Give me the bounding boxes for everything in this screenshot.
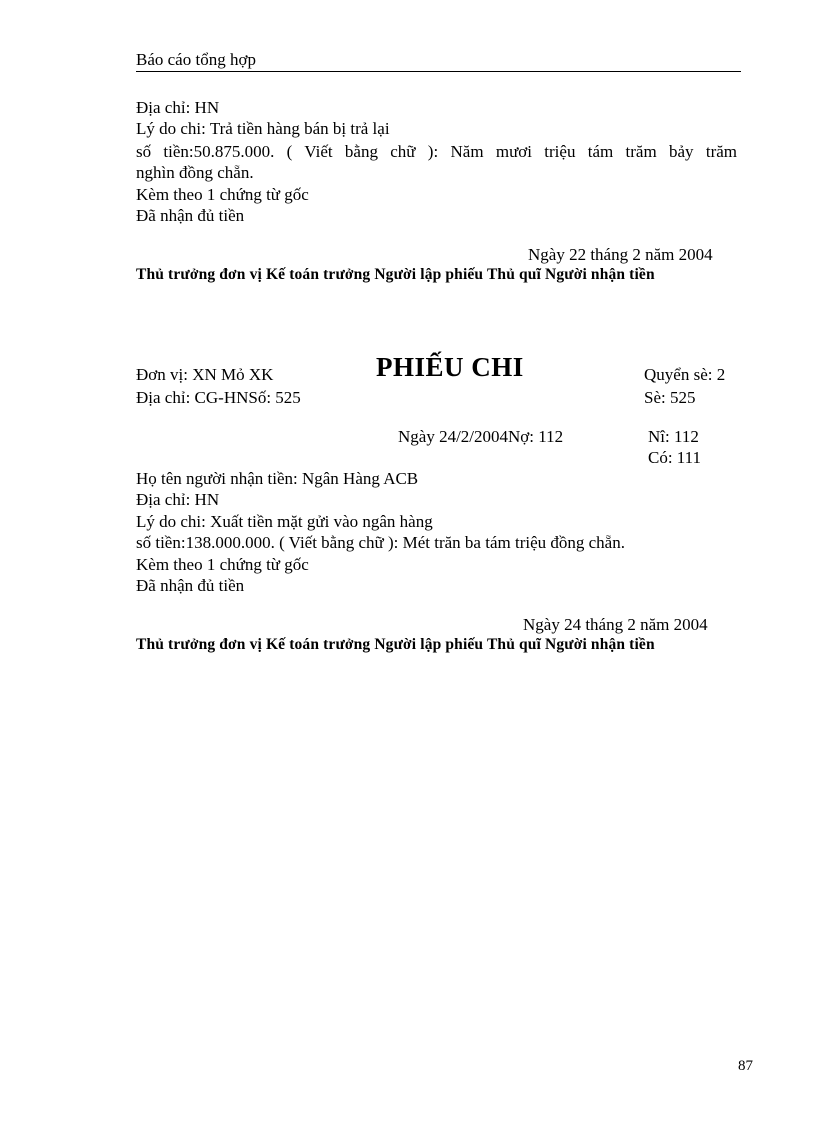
voucher-1-amount-line-2: nghìn đồng chẵn.	[136, 163, 254, 182]
voucher-2-recipient: Họ tên người nhận tiền: Ngân Hàng ACB	[136, 469, 419, 488]
voucher-2-date-debit: Ngày 24/2/2004Nợ: 112	[398, 427, 564, 446]
header-rule	[136, 71, 741, 72]
voucher-2-address: Địa chỉ: HN	[136, 490, 220, 509]
voucher-2-amount: số tiền:138.000.000. ( Viết bằng chữ ): Mét trăn ba tám triệu đồng chẵn.	[136, 533, 625, 552]
voucher-1-signatories: Thủ trưởng đơn vị Kế toán trưởng Người lập phiếu Thủ quĩ Người nhận tiền	[136, 266, 655, 283]
voucher-2-date: Ngày 24 tháng 2 năm 2004	[523, 615, 708, 634]
voucher-2-attached-documents: Kèm theo 1 chứng từ gốc	[136, 555, 309, 574]
voucher-2-credit-account: Có: 111	[648, 448, 702, 467]
voucher-1-address: Địa chỉ: HN	[136, 98, 220, 117]
voucher-2-title: PHIẾU CHI	[376, 352, 524, 382]
voucher-1-amount-line-1: số tiền:50.875.000. ( Viết bằng chữ ): Năm mươi triệu tám trăm bảy trăm	[136, 142, 737, 161]
voucher-2-received-note: Đã nhận đủ tiền	[136, 576, 245, 595]
running-header-title: Báo cáo tổng hợp	[136, 50, 256, 69]
voucher-2-book-number: Quyển sè: 2	[644, 365, 726, 384]
voucher-1-received-note: Đã nhận đủ tiền	[136, 206, 245, 225]
voucher-2-reason: Lý do chi: Xuất tiền mặt gửi vào ngân hàng	[136, 512, 433, 531]
voucher-2-signatories: Thủ trưởng đơn vị Kế toán trưởng Người lập phiếu Thủ quĩ Người nhận tiền	[136, 636, 655, 653]
voucher-1-attached-documents: Kèm theo 1 chứng từ gốc	[136, 185, 309, 204]
voucher-2-unit: Đơn vị: XN Mỏ XK	[136, 365, 274, 384]
page-number: 87	[738, 1058, 753, 1074]
voucher-2-serial-number: Sè: 525	[644, 388, 696, 407]
voucher-1-date: Ngày 22 tháng 2 năm 2004	[528, 245, 713, 264]
voucher-1-reason: Lý do chi: Trả tiền hàng bán bị trả lại	[136, 119, 390, 138]
voucher-2-address-number: Địa chỉ: CG-HNSố: 525	[136, 388, 301, 407]
voucher-2-debit-account: Nî: 112	[648, 427, 699, 446]
